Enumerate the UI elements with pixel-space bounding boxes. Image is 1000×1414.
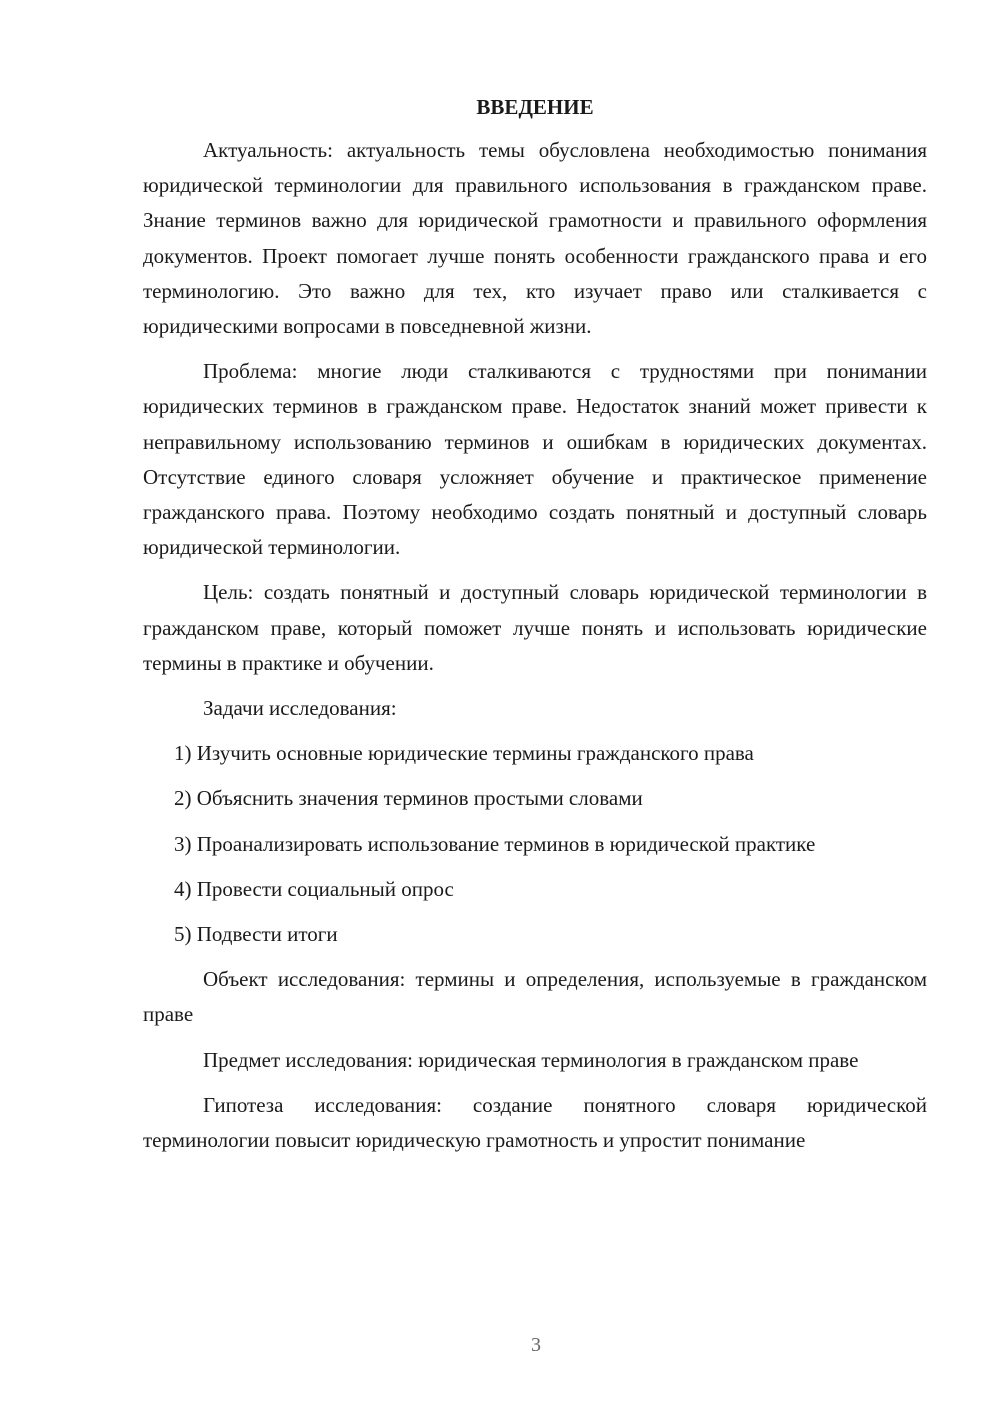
task-item: 5) Подвести итоги	[174, 922, 338, 947]
relevance-paragraph: Актуальность: актуальность темы обусловлена необходимостью понимания юридической терминологии для правильного использования в гражданском праве. Знание терминов важно для юридической грамотности и правильного оформления документов. Проект помогает лучше понять особенности гражданского права и его терминологию. Это важно для тех, кто изучает право или сталкивается с юридическими вопросами в повседневной жизни.	[143, 138, 927, 339]
problem-paragraph: Проблема: многие люди сталкиваются с трудностями при понимании юридических терминов в гражданском праве. Недостаток знаний может привести к неправильному использованию терминов и ошибкам в юридических документах. Отсутствие единого словаря усложняет обучение и практическое применение гражданского права. Поэтому необходимо создать понятный и доступный словарь юридической терминологии.	[143, 359, 927, 560]
page-number: 3	[531, 1334, 541, 1356]
subject-paragraph: Предмет исследования: юридическая терминология в гражданском праве	[203, 1047, 859, 1072]
task-item: 1) Изучить основные юридические термины гражданского права	[174, 741, 754, 766]
task-item: 3) Проанализировать использование терминов в юридической практике	[174, 831, 816, 856]
section-title: ВВЕДЕНИЕ	[476, 95, 594, 119]
hypothesis-paragraph: Гипотеза исследования: создание понятного словаря юридической терминологии повысит юридическую грамотность и упростит понимание	[143, 1092, 927, 1153]
task-item: 4) Провести социальный опрос	[174, 876, 454, 901]
tasks-heading: Задачи исследования:	[203, 696, 397, 721]
page-content	[143, 92, 927, 1168]
goal-paragraph: Цель: создать понятный и доступный словарь юридической терминологии в гражданском праве, который поможет лучше понять и использовать юридические термины в практике и обучении.	[143, 580, 927, 675]
object-paragraph: Объект исследования: термины и определения, используемые в гражданском праве	[143, 967, 927, 1027]
task-item: 2) Объяснить значения терминов простыми словами	[174, 786, 643, 811]
